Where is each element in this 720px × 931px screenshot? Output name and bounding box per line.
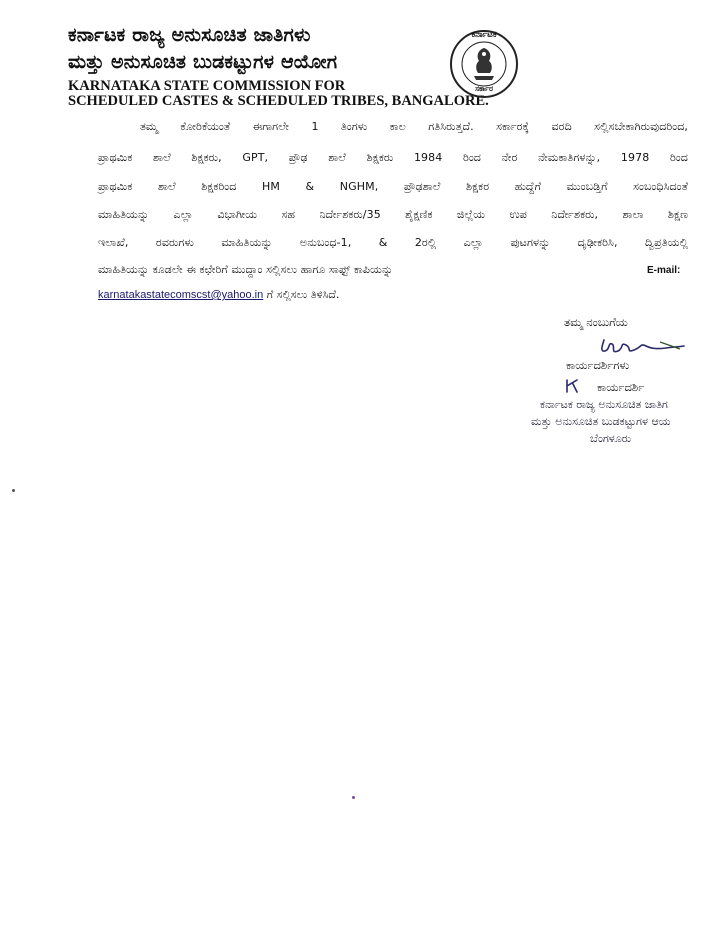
closing-text: ಗೆ ಸಲ್ಲಿಸಲು ತಿಳಿಸಿದೆ. xyxy=(266,288,340,301)
stamp-line-3: ಬೆಂಗಳೂರು xyxy=(590,432,632,445)
header-english-line2: SCHEDULED CASTES & SCHEDULED TRIBES, BANGALORE. xyxy=(68,93,489,109)
initial-mark xyxy=(564,377,582,399)
header-english-line1: KARNATAKA STATE COMMISSION FOR xyxy=(68,78,346,94)
stamp-line-2: ಮತ್ತು ಅನುಸೂಚಿತ ಬುಡಕಟ್ಟುಗಳ ಆಯ xyxy=(531,415,671,428)
body-line-4: ಮಾಹಿತಿಯನ್ನು ಎಲ್ಲಾ ವಿಭಾಗೀಯ ಸಹ ನಿರ್ದೇಶಕರು/35 ಶೈಕ್ಷಣಿಕ ಜಿಲ್ಲೆಯ ಉಪ ನಿರ್ದೇಶಕರು, ಶಾಲಾ ಶಿಕ್ಷಣ xyxy=(98,208,688,221)
body-line-2: ಪ್ರಾಥಮಿಕ ಶಾಲೆ ಶಿಕ್ಷಕರು, GPT, ಪ್ರೌಢ ಶಾಲೆ ಶಿಕ್ಷಕರು 1984 ರಿಂದ ನೇರ ನೇಮಕಾತಿಗಳನ್ನು, 1978 ರಿಂದ xyxy=(98,151,688,164)
email-label: E-mail: xyxy=(647,265,681,276)
body-line-6: ಮಾಹಿತಿಯನ್ನು ಕೂಡಲೇ ಈ ಕಛೇರಿಗೆ ಮುದ್ದಾಂ ಸಲ್ಲಿಸಲು ಹಾಗೂ ಸಾಫ್ಟ್ ಕಾಪಿಯನ್ನು xyxy=(98,263,394,276)
stamp-title: ಕಾರ್ಯದರ್ಶಿ xyxy=(597,380,645,394)
email-address-link[interactable]: karnatakastatecomscst@yahoo.in xyxy=(98,289,264,301)
scan-mark xyxy=(12,489,15,492)
yours-faithfully: ತಮ್ಮ ನಂಬುಗೆಯ xyxy=(564,315,628,329)
seal-top-text: ಕರ್ನಾಟಕ xyxy=(471,30,497,40)
header-kannada-line2: ಮತ್ತು ಅನುಸೂಚಿತ ಬುಡಕಟ್ಟುಗಳ ಆಯೋಗ xyxy=(68,51,338,73)
body-line-3: ಪ್ರಾಥಮಿಕ ಶಾಲೆ ಶಿಕ್ಷಕರಿಂದ HM & NGHM, ಪ್ರೌಢಶಾಲೆ ಶಿಕ್ಷಕರ ಹುದ್ದೆಗೆ ಮುಂಬಡ್ತಿಗೆ ಸಂಬಂಧಿಸಿದಂತೆ xyxy=(98,180,688,193)
header-kannada-line1: ಕರ್ನಾಟಕ ರಾಜ್ಯ ಅನುಸೂಚಿತ ಜಾತಿಗಳು xyxy=(68,24,311,46)
body-line-5: ಇಲಾಖೆ, ರವರುಗಳು ಮಾಹಿತಿಯನ್ನು ಅನುಬಂಧ-1, & 2ರಲ್ಲಿ ಎಲ್ಲಾ ಪುಟಗಳನ್ನು ದೃಢೀಕರಿಸಿ, ದ್ವಿಪ್ರತಿಯಲ್ಲಿ xyxy=(98,236,688,249)
stamp-line-1: ಕರ್ನಾಟಕ ರಾಜ್ಯ ಅನುಸೂಚಿತ ಜಾತಿಗ xyxy=(540,398,668,411)
scan-mark xyxy=(352,796,355,799)
closing-line xyxy=(98,288,339,302)
seal-bottom-text: ಸರ್ಕಾರ xyxy=(475,84,493,93)
body-line-1: ತಮ್ಮ ಕೋರಿಕೆಯಂತೆ ಈಗಾಗಲೇ 1 ತಿಂಗಳು ಕಾಲ ಗತಿಸಿರುತ್ತದೆ. ಸರ್ಕಾರಕ್ಕೆ ವರದಿ ಸಲ್ಲಿಸಬೇಕಾಗಿರುವುದರಿಂದ, xyxy=(140,120,688,133)
government-seal-icon xyxy=(448,28,520,100)
designation-handwritten: ಕಾರ್ಯದರ್ಶಿಗಳು xyxy=(566,358,630,372)
